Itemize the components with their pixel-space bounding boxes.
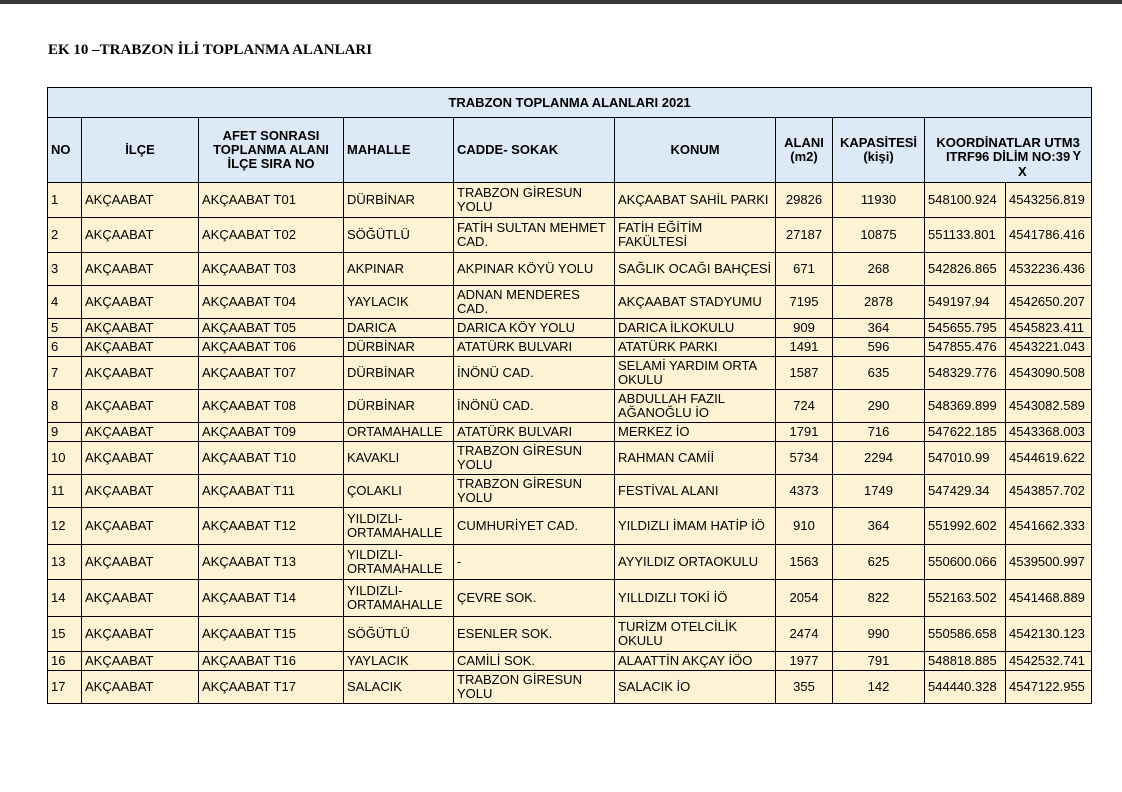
cell-alan: 355 xyxy=(776,671,833,704)
cell-mahalle: DÜRBİNAR xyxy=(344,338,454,357)
cell-mahalle: YAYLACIK xyxy=(344,286,454,319)
cell-sira: AKÇAABAT T15 xyxy=(199,617,344,652)
cell-konum: ABDULLAH FAZIL AĞANOĞLU İO xyxy=(615,390,776,423)
cell-x: 548369.899 xyxy=(925,390,1006,423)
cell-y: 4543857.702 xyxy=(1006,475,1092,508)
cell-konum: FESTİVAL ALANI xyxy=(615,475,776,508)
cell-x: 544440.328 xyxy=(925,671,1006,704)
cell-mahalle: DÜRBİNAR xyxy=(344,390,454,423)
cell-mahalle: SALACIK xyxy=(344,671,454,704)
cell-y: 4544619.622 xyxy=(1006,442,1092,475)
cell-y: 4541662.333 xyxy=(1006,508,1092,545)
header-cadde: CADDE- SOKAK xyxy=(454,118,615,183)
cell-no: 17 xyxy=(48,671,82,704)
cell-sira: AKÇAABAT T08 xyxy=(199,390,344,423)
header-kapasite: KAPASİTESİ (kişi) xyxy=(833,118,925,183)
cell-x: 550600.066 xyxy=(925,545,1006,580)
cell-alan: 910 xyxy=(776,508,833,545)
cell-ilce: AKÇAABAT xyxy=(82,338,199,357)
cell-y: 4543082.589 xyxy=(1006,390,1092,423)
cell-sira: AKÇAABAT T04 xyxy=(199,286,344,319)
cell-x: 542826.865 xyxy=(925,253,1006,286)
cell-sira: AKÇAABAT T01 xyxy=(199,183,344,218)
table-row xyxy=(48,508,1092,545)
cell-kapasite: 11930 xyxy=(833,183,925,218)
cell-konum: FATİH EĞİTİM FAKÜLTESİ xyxy=(615,218,776,253)
cell-kapasite: 822 xyxy=(833,580,925,617)
cell-kapasite: 625 xyxy=(833,545,925,580)
cell-x: 549197.94 xyxy=(925,286,1006,319)
cell-y: 4543256.819 xyxy=(1006,183,1092,218)
cell-no: 11 xyxy=(48,475,82,508)
cell-no: 10 xyxy=(48,442,82,475)
cell-no: 12 xyxy=(48,508,82,545)
cell-no: 2 xyxy=(48,218,82,253)
cell-alan: 1791 xyxy=(776,423,833,442)
cell-x: 548818.885 xyxy=(925,652,1006,671)
header-konum: KONUM xyxy=(615,118,776,183)
cell-no: 13 xyxy=(48,545,82,580)
cell-alan: 5734 xyxy=(776,442,833,475)
cell-konum: DARICA İLKOKULU xyxy=(615,319,776,338)
cell-sira: AKÇAABAT T17 xyxy=(199,671,344,704)
cell-x: 547010.99 xyxy=(925,442,1006,475)
cell-kapasite: 2878 xyxy=(833,286,925,319)
cell-no: 5 xyxy=(48,319,82,338)
cell-no: 16 xyxy=(48,652,82,671)
cell-x: 551992.602 xyxy=(925,508,1006,545)
cell-no: 14 xyxy=(48,580,82,617)
table-row xyxy=(48,253,1092,286)
table-row xyxy=(48,617,1092,652)
cell-ilce: AKÇAABAT xyxy=(82,508,199,545)
cell-y: 4542130.123 xyxy=(1006,617,1092,652)
cell-kapasite: 596 xyxy=(833,338,925,357)
cell-y: 4547122.955 xyxy=(1006,671,1092,704)
cell-mahalle: YAYLACIK xyxy=(344,652,454,671)
cell-cadde: TRABZON GİRESUN YOLU xyxy=(454,183,615,218)
header-ilce: İLÇE xyxy=(82,118,199,183)
cell-y: 4543090.508 xyxy=(1006,357,1092,390)
cell-cadde: TRABZON GİRESUN YOLU xyxy=(454,442,615,475)
table-row xyxy=(48,423,1092,442)
table-row xyxy=(48,357,1092,390)
cell-cadde: TRABZON GİRESUN YOLU xyxy=(454,475,615,508)
cell-mahalle: DÜRBİNAR xyxy=(344,183,454,218)
cell-konum: RAHMAN CAMİİ xyxy=(615,442,776,475)
table-row xyxy=(48,545,1092,580)
cell-y: 4545823.411 xyxy=(1006,319,1092,338)
cell-alan: 1977 xyxy=(776,652,833,671)
cell-sira: AKÇAABAT T03 xyxy=(199,253,344,286)
cell-kapasite: 268 xyxy=(833,253,925,286)
cell-cadde: ÇEVRE SOK. xyxy=(454,580,615,617)
cell-konum: AYYILDIZ ORTAOKULU xyxy=(615,545,776,580)
table-body xyxy=(48,183,1092,704)
cell-x: 548329.776 xyxy=(925,357,1006,390)
table-row xyxy=(48,338,1092,357)
cell-x: 547429.34 xyxy=(925,475,1006,508)
header-coordinates-label: KOORDİNATLAR UTM3 ITRF96 DİLİM NO:39 xyxy=(936,135,1080,164)
cell-ilce: AKÇAABAT xyxy=(82,423,199,442)
cell-alan: 1491 xyxy=(776,338,833,357)
cell-mahalle: KAVAKLI xyxy=(344,442,454,475)
cell-kapasite: 990 xyxy=(833,617,925,652)
cell-ilce: AKÇAABAT xyxy=(82,475,199,508)
cell-konum: ATATÜRK PARKI xyxy=(615,338,776,357)
cell-sira: AKÇAABAT T05 xyxy=(199,319,344,338)
cell-no: 4 xyxy=(48,286,82,319)
cell-alan: 671 xyxy=(776,253,833,286)
cell-cadde: İNÖNÜ CAD. xyxy=(454,390,615,423)
cell-no: 3 xyxy=(48,253,82,286)
cell-mahalle: DARICA xyxy=(344,319,454,338)
cell-cadde: DARICA KÖY YOLU xyxy=(454,319,615,338)
cell-sira: AKÇAABAT T12 xyxy=(199,508,344,545)
header-row xyxy=(48,118,1092,183)
cell-cadde: CUMHURİYET CAD. xyxy=(454,508,615,545)
cell-y: 4532236.436 xyxy=(1006,253,1092,286)
cell-cadde: ATATÜRK BULVARI xyxy=(454,423,615,442)
cell-sira: AKÇAABAT T11 xyxy=(199,475,344,508)
cell-sira: AKÇAABAT T02 xyxy=(199,218,344,253)
cell-konum: ALAATTİN AKÇAY İÖO xyxy=(615,652,776,671)
table-row xyxy=(48,286,1092,319)
cell-kapasite: 716 xyxy=(833,423,925,442)
table-row xyxy=(48,475,1092,508)
table-row xyxy=(48,652,1092,671)
cell-no: 15 xyxy=(48,617,82,652)
cell-sira: AKÇAABAT T10 xyxy=(199,442,344,475)
table-row xyxy=(48,319,1092,338)
cell-konum: AKÇAABAT SAHİL PARKI xyxy=(615,183,776,218)
cell-kapasite: 635 xyxy=(833,357,925,390)
cell-ilce: AKÇAABAT xyxy=(82,652,199,671)
cell-kapasite: 290 xyxy=(833,390,925,423)
cell-alan: 27187 xyxy=(776,218,833,253)
cell-konum: AKÇAABAT STADYUMU xyxy=(615,286,776,319)
table-row xyxy=(48,671,1092,704)
cell-ilce: AKÇAABAT xyxy=(82,253,199,286)
header-sira: AFET SONRASI TOPLANMA ALANI İLÇE SIRA NO xyxy=(199,118,344,183)
cell-kapasite: 2294 xyxy=(833,442,925,475)
cell-alan: 1563 xyxy=(776,545,833,580)
cell-kapasite: 364 xyxy=(833,319,925,338)
document-heading: EK 10 –TRABZON İLİ TOPLANMA ALANLARI xyxy=(48,42,373,58)
header-mahalle: MAHALLE xyxy=(344,118,454,183)
header-no: NO xyxy=(48,118,82,183)
cell-no: 9 xyxy=(48,423,82,442)
cell-cadde: ATATÜRK BULVARI xyxy=(454,338,615,357)
cell-alan: 724 xyxy=(776,390,833,423)
cell-alan: 909 xyxy=(776,319,833,338)
cell-x: 548100.924 xyxy=(925,183,1006,218)
cell-no: 8 xyxy=(48,390,82,423)
cell-cadde: TRABZON GİRESUN YOLU xyxy=(454,671,615,704)
cell-no: 1 xyxy=(48,183,82,218)
cell-cadde: FATİH SULTAN MEHMET CAD. xyxy=(454,218,615,253)
cell-y: 4539500.997 xyxy=(1006,545,1092,580)
cell-ilce: AKÇAABAT xyxy=(82,580,199,617)
cell-konum: SELAMİ YARDIM ORTA OKULU xyxy=(615,357,776,390)
cell-ilce: AKÇAABAT xyxy=(82,442,199,475)
header-coordinates xyxy=(925,118,1092,183)
cell-x: 547855.476 xyxy=(925,338,1006,357)
cell-konum: YILLDIZLI TOKİ İÖ xyxy=(615,580,776,617)
cell-ilce: AKÇAABAT xyxy=(82,390,199,423)
cell-y: 4542532.741 xyxy=(1006,652,1092,671)
cell-kapasite: 142 xyxy=(833,671,925,704)
cell-ilce: AKÇAABAT xyxy=(82,319,199,338)
cell-konum: SAĞLIK OCAĞI BAHÇESİ xyxy=(615,253,776,286)
cell-mahalle: SÖĞÜTLÜ xyxy=(344,218,454,253)
cell-y: 4541468.889 xyxy=(1006,580,1092,617)
cell-mahalle: AKPINAR xyxy=(344,253,454,286)
cell-ilce: AKÇAABAT xyxy=(82,357,199,390)
header-alan: ALANI (m2) xyxy=(776,118,833,183)
table-row xyxy=(48,183,1092,218)
cell-alan: 2474 xyxy=(776,617,833,652)
cell-mahalle: ÇOLAKLI xyxy=(344,475,454,508)
cell-x: 545655.795 xyxy=(925,319,1006,338)
cell-cadde: ESENLER SOK. xyxy=(454,617,615,652)
cell-sira: AKÇAABAT T09 xyxy=(199,423,344,442)
header-x: X xyxy=(1018,164,1027,179)
cell-no: 6 xyxy=(48,338,82,357)
cell-alan: 29826 xyxy=(776,183,833,218)
cell-y: 4543221.043 xyxy=(1006,338,1092,357)
cell-mahalle: YILDIZLI-ORTAMAHALLE xyxy=(344,545,454,580)
cell-cadde: İNÖNÜ CAD. xyxy=(454,357,615,390)
table-title: TRABZON TOPLANMA ALANLARI 2021 xyxy=(48,88,1092,118)
cell-alan: 7195 xyxy=(776,286,833,319)
cell-mahalle: YILDIZLI-ORTAMAHALLE xyxy=(344,508,454,545)
cell-x: 551133.801 xyxy=(925,218,1006,253)
cell-no: 7 xyxy=(48,357,82,390)
cell-cadde: AKPINAR KÖYÜ YOLU xyxy=(454,253,615,286)
header-y: Y xyxy=(1072,148,1082,163)
cell-cadde: ADNAN MENDERES CAD. xyxy=(454,286,615,319)
cell-mahalle: YILDIZLI-ORTAMAHALLE xyxy=(344,580,454,617)
cell-y: 4543368.003 xyxy=(1006,423,1092,442)
table-row xyxy=(48,442,1092,475)
cell-x: 547622.185 xyxy=(925,423,1006,442)
cell-ilce: AKÇAABAT xyxy=(82,545,199,580)
cell-alan: 1587 xyxy=(776,357,833,390)
cell-y: 4541786.416 xyxy=(1006,218,1092,253)
cell-sira: AKÇAABAT T07 xyxy=(199,357,344,390)
cell-x: 550586.658 xyxy=(925,617,1006,652)
cell-mahalle: SÖĞÜTLÜ xyxy=(344,617,454,652)
cell-konum: MERKEZ İO xyxy=(615,423,776,442)
cell-kapasite: 10875 xyxy=(833,218,925,253)
table-row xyxy=(48,390,1092,423)
cell-sira: AKÇAABAT T13 xyxy=(199,545,344,580)
cell-sira: AKÇAABAT T14 xyxy=(199,580,344,617)
cell-alan: 4373 xyxy=(776,475,833,508)
cell-sira: AKÇAABAT T16 xyxy=(199,652,344,671)
cell-alan: 2054 xyxy=(776,580,833,617)
cell-ilce: AKÇAABAT xyxy=(82,671,199,704)
cell-ilce: AKÇAABAT xyxy=(82,617,199,652)
cell-konum: YILDIZLI İMAM HATİP İÖ xyxy=(615,508,776,545)
cell-kapasite: 791 xyxy=(833,652,925,671)
top-border xyxy=(0,0,1122,4)
cell-cadde: - xyxy=(454,545,615,580)
cell-sira: AKÇAABAT T06 xyxy=(199,338,344,357)
table-row xyxy=(48,580,1092,617)
assembly-areas-table xyxy=(47,87,1092,704)
cell-konum: SALACIK İO xyxy=(615,671,776,704)
cell-y: 4542650.207 xyxy=(1006,286,1092,319)
cell-mahalle: DÜRBİNAR xyxy=(344,357,454,390)
cell-x: 552163.502 xyxy=(925,580,1006,617)
cell-ilce: AKÇAABAT xyxy=(82,218,199,253)
cell-cadde: CAMİLİ SOK. xyxy=(454,652,615,671)
cell-ilce: AKÇAABAT xyxy=(82,286,199,319)
cell-ilce: AKÇAABAT xyxy=(82,183,199,218)
cell-kapasite: 364 xyxy=(833,508,925,545)
cell-kapasite: 1749 xyxy=(833,475,925,508)
table-row xyxy=(48,218,1092,253)
cell-mahalle: ORTAMAHALLE xyxy=(344,423,454,442)
cell-konum: TURİZM OTELCİLİK OKULU xyxy=(615,617,776,652)
